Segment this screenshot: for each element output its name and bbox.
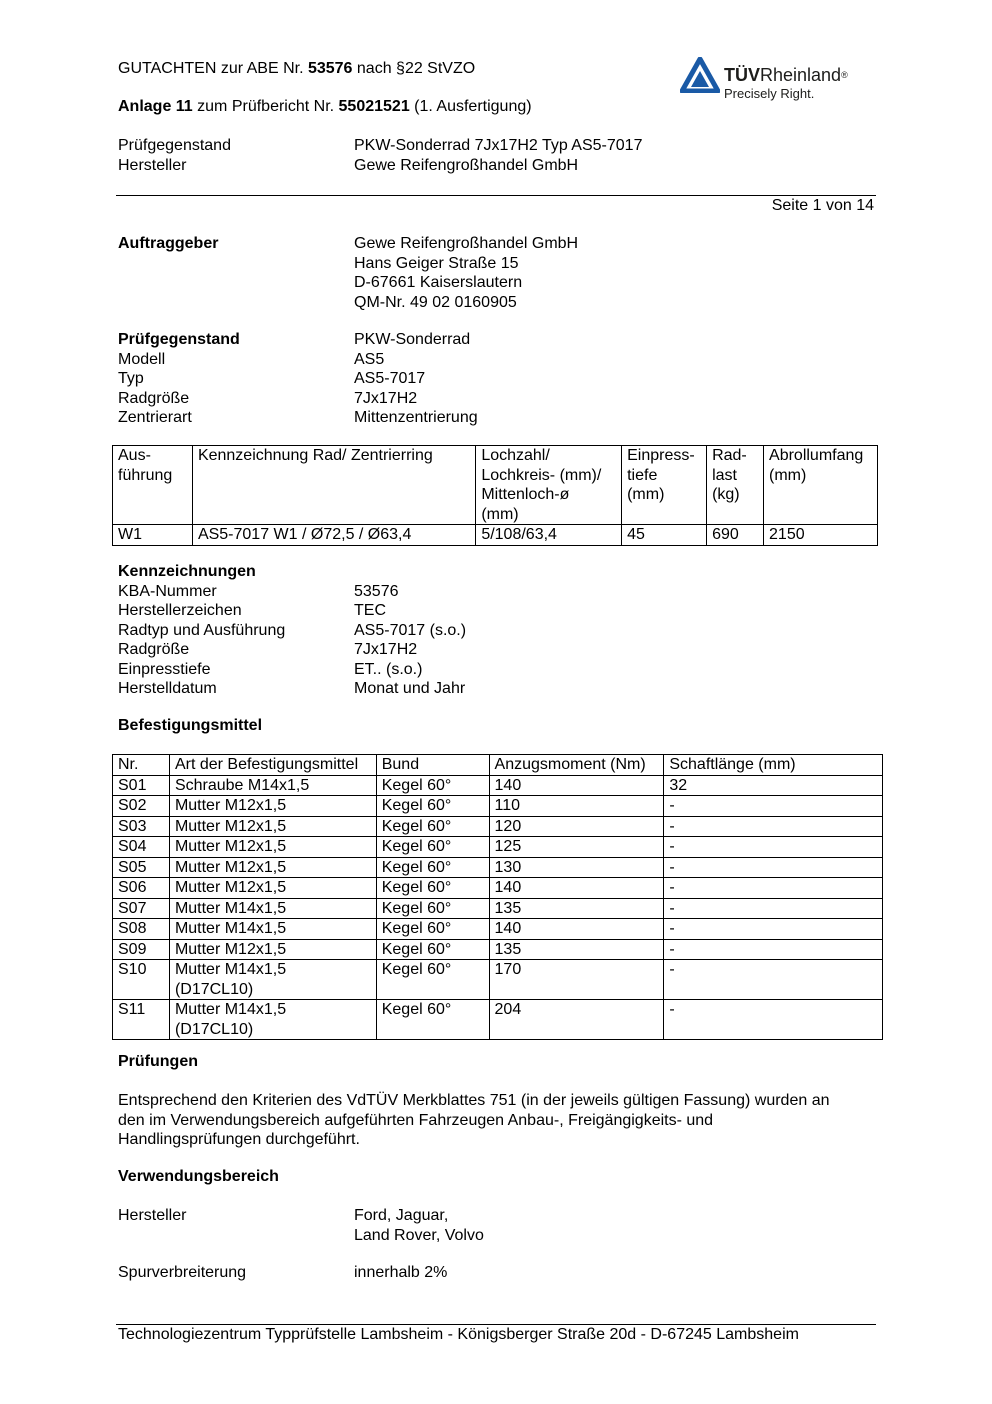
column-header: Bund [376, 755, 489, 776]
column-header: Anzugsmoment (Nm) [489, 755, 664, 776]
report-subtitle: Anlage 11 zum Prüfbericht Nr. 55021521 (1. Ausfertigung) [118, 98, 532, 115]
auftraggeber-section: Auftraggeber Gewe Reifengroßhandel GmbH Hans Geiger Straße 15 D-67661 Kaiserslautern QM-Nr. 49 02 0160905 [118, 235, 579, 311]
column-header: Art der Befestigungsmittel [169, 755, 376, 776]
page-number: Seite 1 von 14 [771, 197, 874, 214]
table-row: S10 Mutter M14x1,5 (D17CL10) Kegel 60° 170 - [113, 960, 883, 1000]
verwendung-spur: Spurverbreiterung innerhalb 2% [118, 1264, 448, 1281]
meta-row: Hersteller Gewe Reifengroßhandel GmbH [118, 156, 579, 174]
header-meta [118, 136, 642, 175]
table-row: S02 Mutter M12x1,5 Kegel 60° 110 - [113, 796, 883, 817]
fastener-table-header [113, 755, 883, 776]
table-row: S11 Mutter M14x1,5 (D17CL10) Kegel 60° 204 - [113, 1000, 883, 1040]
table-row: W1 AS5-7017 W1 / Ø72,5 / Ø63,4 5/108/63,4 45 690 2150 [113, 525, 878, 546]
report-title: GUTACHTEN zur ABE Nr. 53576 nach §22 StVZO [118, 60, 476, 77]
kennzeichnungen-section: Kennzeichnungen KBA-Nummer 53576 Herstellerzeichen TEC Radtyp und Ausführung AS5-7017 (s.o.) Radgröße 7Jx17H2 Einpresstiefe ET.. (s.o.) Herstelldatum Monat und Jahr [118, 563, 467, 697]
table-row: S03 Mutter M12x1,5 Kegel 60° 120 - [113, 816, 883, 837]
wheel-table [112, 445, 878, 546]
fastener-table [112, 754, 883, 1040]
tuv-logo [680, 55, 870, 105]
column-header: Schaftlänge (mm) [664, 755, 883, 776]
verwendung-hersteller: Hersteller Ford, Jaguar, Land Rover, Volvo [118, 1207, 484, 1244]
table-row: S05 Mutter M12x1,5 Kegel 60° 130 - [113, 857, 883, 878]
table-row: S07 Mutter M14x1,5 Kegel 60° 135 - [113, 898, 883, 919]
table-row: S01 Schraube M14x1,5 Kegel 60° 140 32 [113, 775, 883, 796]
wheel-table-header: Aus- führung Kennzeichnung Rad/ Zentrierring Lochzahl/ Lochkreis- (mm)/ Mittenloch-ø (mm) Einpress- tiefe (mm) Rad- last (kg) Abrollumfang (mm) [113, 446, 878, 525]
table-row: S09 Mutter M12x1,5 Kegel 60° 135 - [113, 939, 883, 960]
footer-address: Technologiezentrum Typprüfstelle Lambsheim - Königsberger Straße 20d - D-67245 Lambsheim [118, 1326, 799, 1343]
logo-wordmark: TÜVRheinland® [724, 65, 848, 85]
pruefgegenstand-section: Prüfgegenstand PKW-Sonderrad Modell AS5 Typ AS5-7017 Radgröße 7Jx17H2 Zentrierart Mittenzentrierung [118, 331, 478, 426]
meta-row: Prüfgegenstand PKW-Sonderrad 7Jx17H2 Typ AS5-7017 [118, 137, 643, 154]
pruefungen-title: Prüfungen [118, 1053, 198, 1070]
section-title: Kennzeichnungen [118, 563, 256, 580]
table-row: S06 Mutter M12x1,5 Kegel 60° 140 - [113, 878, 883, 899]
verwendung-title: Verwendungsbereich [118, 1168, 279, 1185]
pruefungen-text: Entsprechend den Kriterien des VdTÜV Merkblattes 751 (in der jeweils gültigen Fassung) wurden an den im Verwendungsbereich aufgeführten Fahrzeugen Anbau-, Freigängigkeits- und Handlingsprüfungen durchgeführt. [118, 1092, 830, 1148]
logo-tagline: Precisely Right. [724, 86, 815, 101]
table-row: S08 Mutter M14x1,5 Kegel 60° 140 - [113, 919, 883, 940]
table-row: S04 Mutter M12x1,5 Kegel 60° 125 - [113, 837, 883, 858]
column-header: Nr. [113, 755, 170, 776]
befestigung-title: Befestigungsmittel [118, 717, 263, 734]
triangle-logo-icon [680, 57, 720, 93]
